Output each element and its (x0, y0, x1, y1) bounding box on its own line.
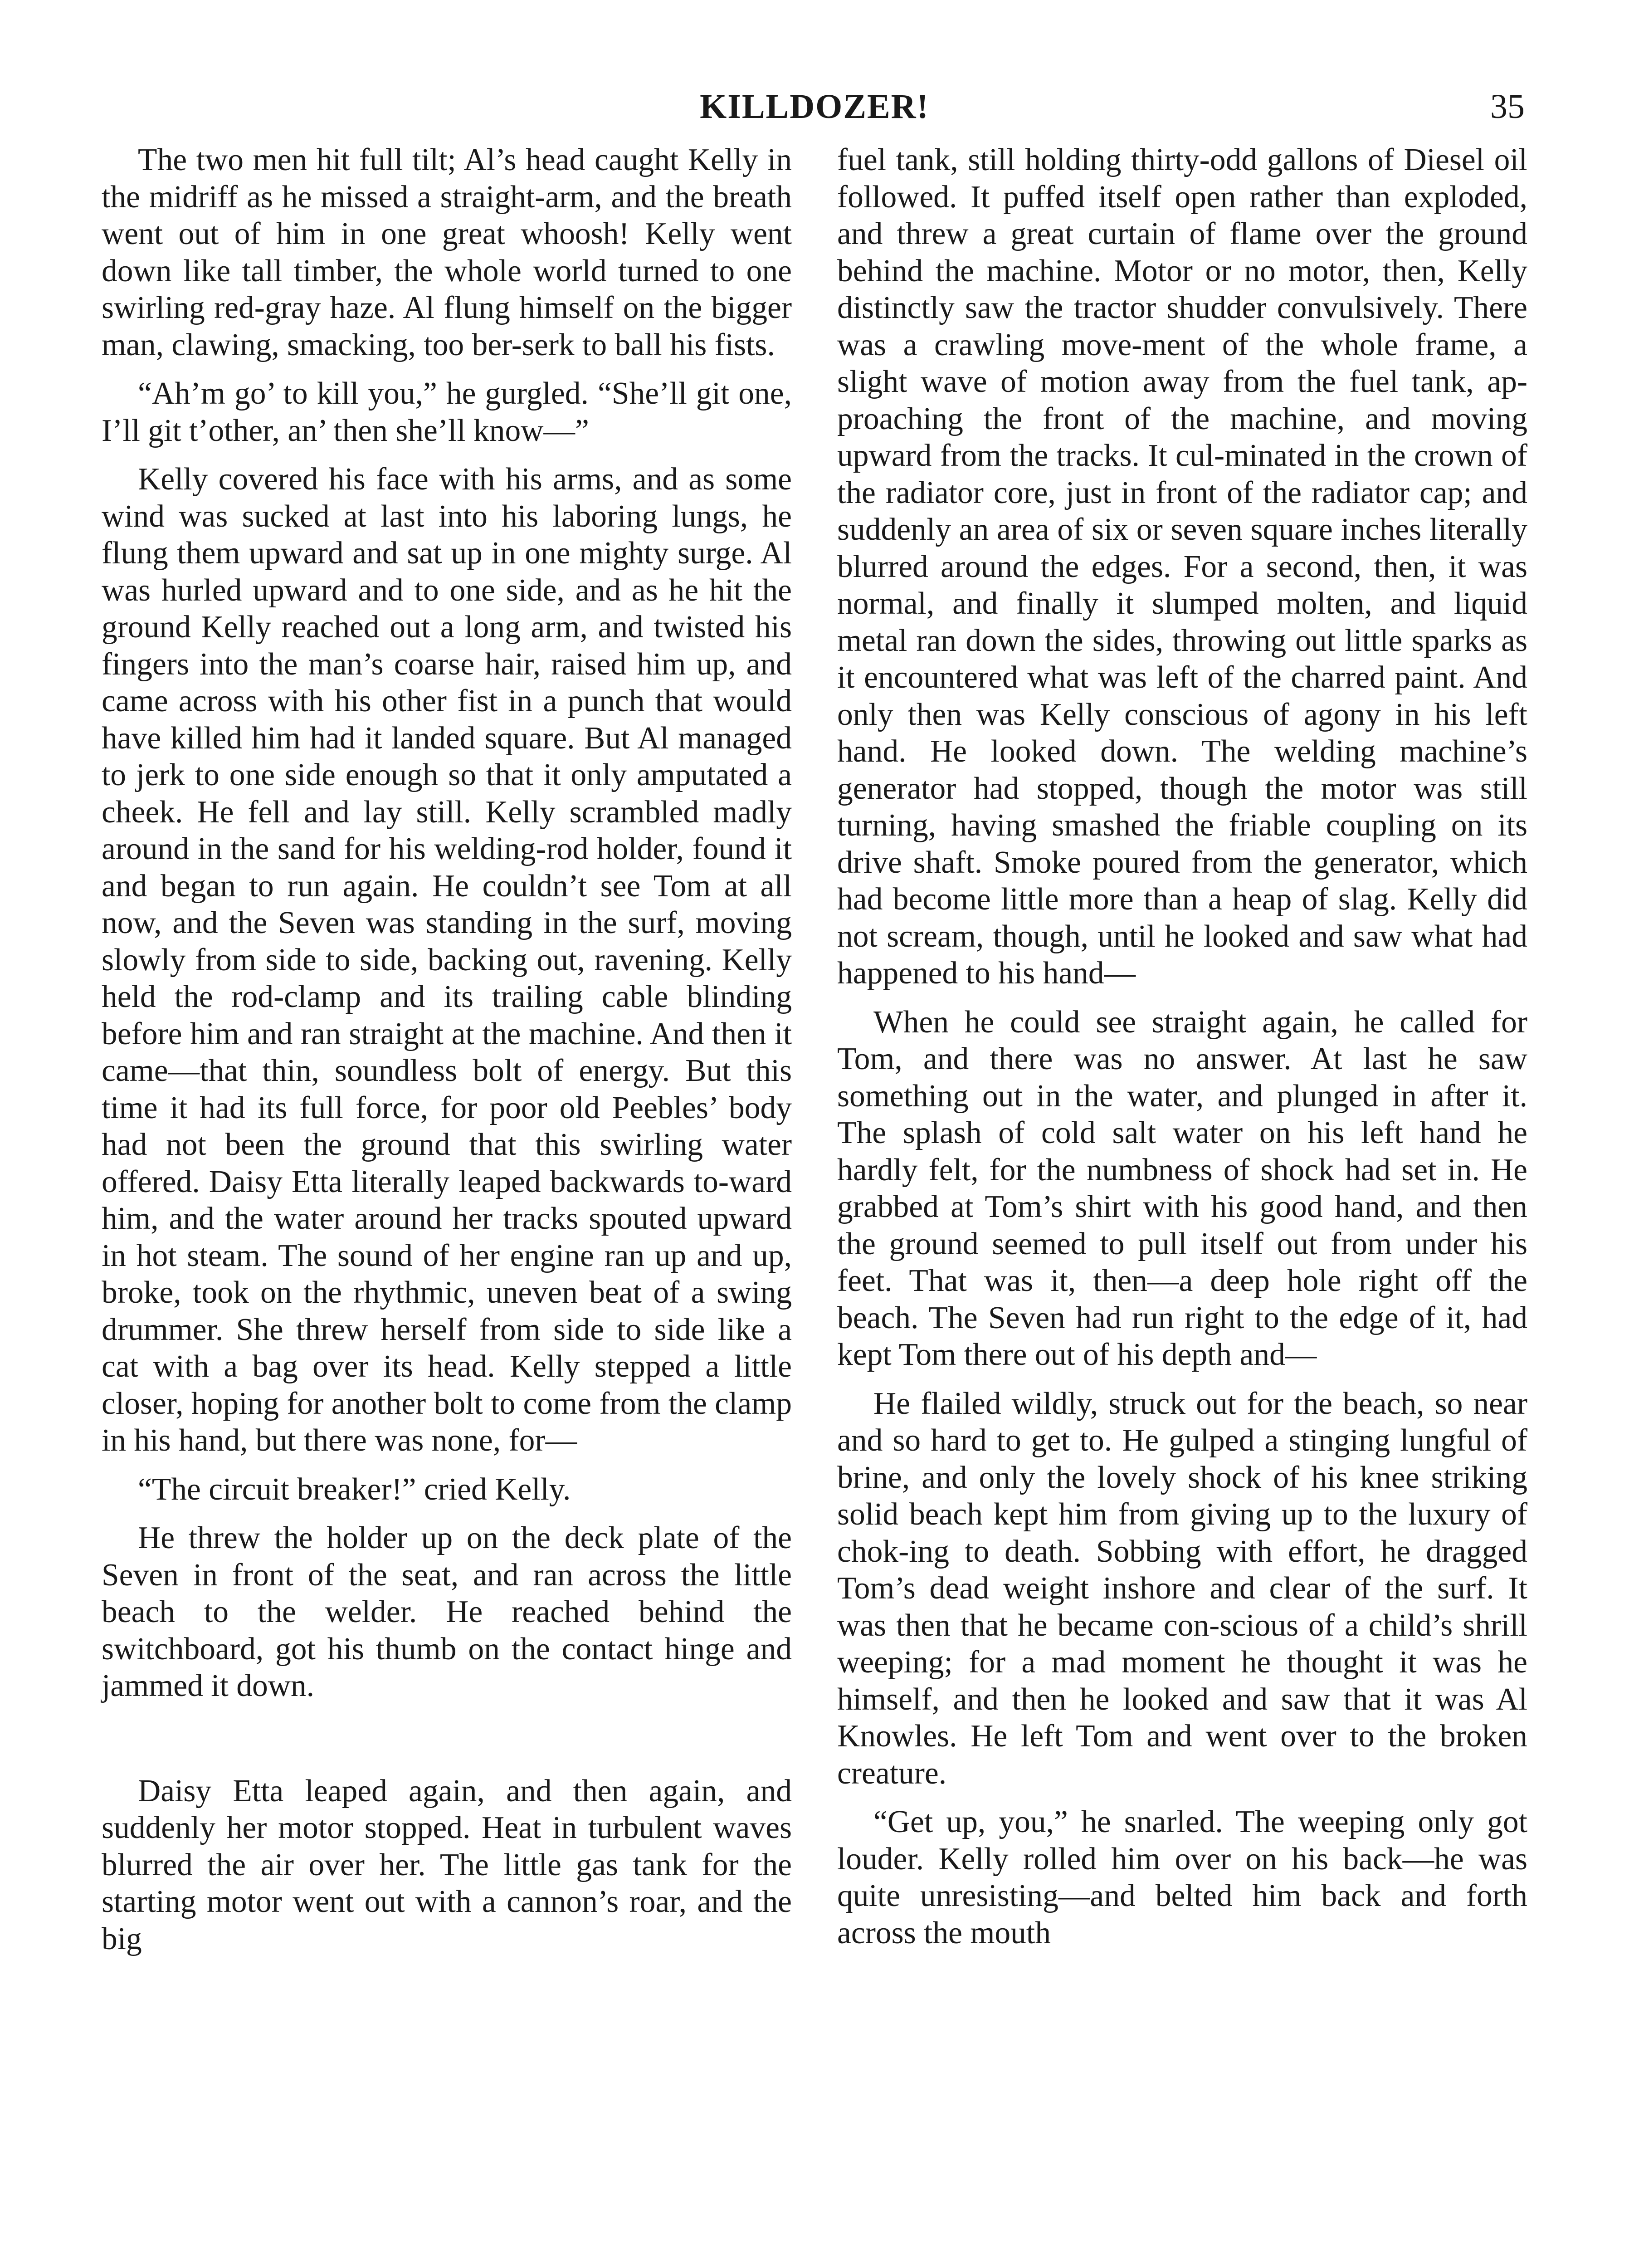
paragraph: “Ah’m go’ to kill you,” he gurgled. “She’ll git one, I’ll git t’other, an’ then she’ll know—” (102, 376, 792, 448)
right-column (837, 142, 1527, 2268)
paragraph: “Get up, you,” he snarled. The weeping only got louder. Kelly rolled him over on his back—he was quite unresisting—and belted him back and forth across the mouth (837, 1804, 1527, 1950)
paragraph: Daisy Etta leaped again, and then again, and suddenly her motor stopped. Heat in turbulent waves blurred the air over her. The little gas tank for the starting motor went out with a cannon’s roar, and the big (102, 1773, 792, 1956)
text-columns (102, 142, 1527, 2268)
paragraph: fuel tank, still holding thirty-odd gallons of Diesel oil followed. It puffed itself open rather than exploded, and threw a great curtain of flame over the ground behind the machine. Motor or no motor, then, Kelly distinctly saw the tractor shudder convulsively. There was a crawling move-ment of the whole frame, a slight wave of motion away from the fuel tank, ap-proaching the front of the machine, and moving upward from the tracks. It cul-minated in the crown of the radiator core, just in front of the radiator cap; and suddenly an area of six or seven square inches literally blurred around the edges. For a second, then, it was normal, and finally it slumped molten, and liquid metal ran down the sides, throwing out little sparks as it encountered what was left of the charred paint. And only then was Kelly conscious of agony in his left hand. He looked down. The welding machine’s generator had stopped, though the motor was still turning, having smashed the friable coupling on its drive shaft. Smoke poured from the generator, which had become little more than a heap of slag. Kelly did not scream, though, until he looked and saw what had happened to his hand— (837, 142, 1527, 991)
paragraph: He threw the holder up on the deck plate of the Seven in front of the seat, and ran across the little beach to the welder. He reached behind the switchboard, got his thumb on the contact hinge and jammed it down. (102, 1520, 792, 1703)
paragraph: When he could see straight again, he called for Tom, and there was no answer. At last he saw something out in the water, and plunged in after it. The splash of cold salt water on his left hand he hardly felt, for the numbness of shock had set in. He grabbed at Tom’s shirt with his good hand, and then the ground seemed to pull itself out from under his feet. That was it, then—a deep hole right off the beach. The Seven had run right to the edge of it, had kept Tom there out of his depth and— (837, 1004, 1527, 1372)
paragraph: He flailed wildly, struck out for the beach, so near and so hard to get to. He gulped a stinging lungful of brine, and only the lovely shock of his knee striking solid beach kept him from giving up to the luxury of chok-ing to death. Sobbing with effort, he dragged Tom’s dead weight inshore and clear of the surf. It was then that he became con-scious of a child’s shrill weeping; for a mad moment he thought it was he himself, and then he looked and saw that it was Al Knowles. He left Tom and went over to the broken creature. (837, 1386, 1527, 1791)
paragraph: “The circuit breaker!” cried Kelly. (138, 1471, 571, 1507)
page-header (104, 82, 1525, 132)
running-title: KILLDOZER! (700, 88, 929, 126)
paragraph: The two men hit full tilt; Al’s head caught Kelly in the midriff as he missed a straight-arm, and the breath went out of him in one great whoosh! Kelly went down like tall timber, the whole world turned to one swirling red-gray haze. Al flung himself on the bigger man, clawing, smacking, too ber-serk to ball his fists. (102, 142, 792, 362)
paragraph: Kelly covered his face with his arms, and as some wind was sucked at last into his laboring lungs, he flung them upward and sat up in one mighty surge. Al was hurled upward and to one side, and as he hit the ground Kelly reached out a long arm, and twisted his fingers into the man’s coarse hair, raised him up, and came across with his other fist in a punch that would have killed him had it landed square. But Al managed to jerk to one side enough so that it only amputated a cheek. He fell and lay still. Kelly scrambled madly around in the sand for his welding-rod holder, found it and began to run again. He couldn’t see Tom at all now, and the Seven was standing in the surf, moving slowly from side to side, backing out, ravening. Kelly held the rod-clamp and its trailing cable blinding before him and ran straight at the machine. And then it came—that thin, soundless bolt of energy. But this time it had its full force, for poor old Peebles’ body had not been the ground that this swirling water offered. Daisy Etta literally leaped backwards to-ward him, and the water around her tracks spouted upward in hot steam. The sound of her engine ran up and up, broke, took on the rhythmic, uneven beat of a swing drummer. She threw herself from side to side like a cat with a bag over its head. Kelly stepped a little closer, hoping for another bolt to come from the clamp in his hand, but there was none, for— (102, 462, 792, 1458)
page-number: 35 (1490, 88, 1525, 126)
left-column (102, 142, 792, 2268)
